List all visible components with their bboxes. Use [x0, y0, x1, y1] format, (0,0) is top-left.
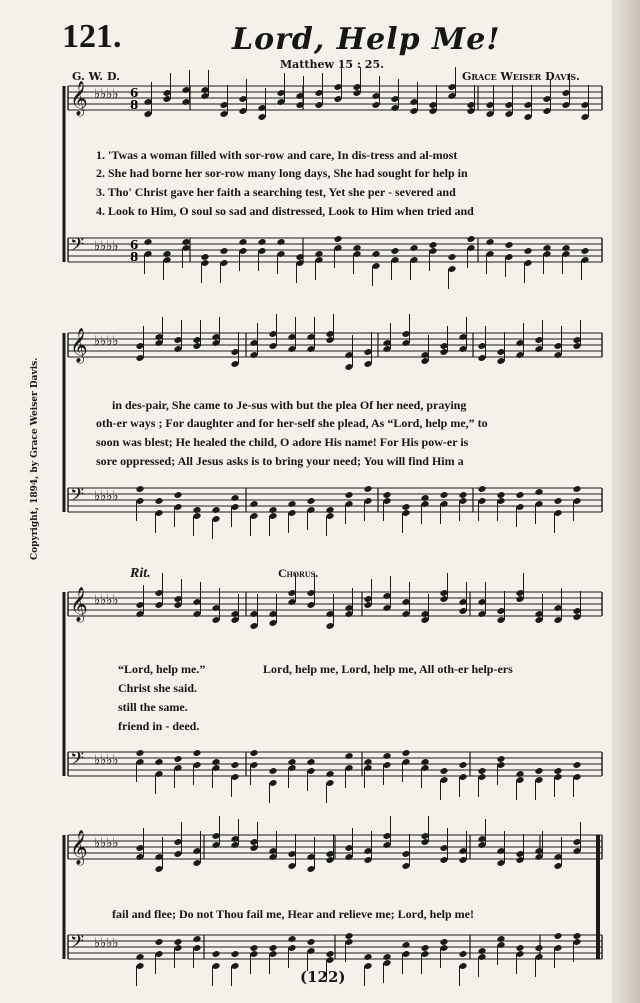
- note-head: [485, 238, 494, 246]
- note-head: [268, 506, 277, 514]
- key-signature-flats-icon: ♭♭♭♭: [94, 334, 119, 349]
- note-head: [447, 253, 456, 261]
- tune-initials: G. W. D.: [72, 70, 120, 83]
- note-head: [382, 752, 391, 760]
- verse-2-line-2: oth-er ways ; For daughter and for her-self she plead, As “Lord, help me,” to: [96, 416, 488, 430]
- verse-1-line-3: “Lord, help me.”: [118, 662, 206, 676]
- note-head: [135, 749, 144, 757]
- note-head: [496, 755, 505, 763]
- time-signature-top: 6: [130, 86, 139, 100]
- note-head: [192, 749, 201, 757]
- note-head: [211, 506, 220, 514]
- note-head: [401, 503, 410, 511]
- verse-4-line-2: sore oppressed; All Jesus asks is to bring your need; You will find Him a: [96, 454, 464, 468]
- note-head: [219, 247, 228, 255]
- note-head: [173, 491, 182, 499]
- verse-4-line-1: 4. Look to Him, O soul so sad and distressed, Look to Him when tried and: [96, 204, 474, 218]
- note-head: [534, 944, 543, 952]
- note-head: [534, 488, 543, 496]
- note-head: [542, 244, 551, 252]
- note-head: [363, 953, 372, 961]
- note-head: [496, 935, 505, 943]
- verse-1-line-2: in des-pair, She came to Je-sus with but the plea Of her need, praying: [112, 398, 467, 412]
- note-head: [523, 247, 532, 255]
- note-head: [439, 767, 448, 775]
- treble-clef-icon: 𝄞: [70, 830, 88, 865]
- composer-credit: Grace Weiser Davis.: [462, 70, 580, 83]
- note-head: [211, 758, 220, 766]
- note-head: [230, 950, 239, 958]
- note-head: [363, 758, 372, 766]
- note-head: [287, 500, 296, 508]
- note-head: [352, 244, 361, 252]
- note-head: [287, 935, 296, 943]
- note-head: [496, 491, 505, 499]
- note-head: [439, 491, 448, 499]
- page-number: (122): [300, 968, 346, 986]
- note-head: [363, 485, 372, 493]
- ritardando-marking: Rit.: [130, 566, 151, 581]
- note-head: [401, 941, 410, 949]
- note-head: [401, 749, 410, 757]
- note-head: [561, 244, 570, 252]
- note-head: [553, 932, 562, 940]
- note-head: [477, 485, 486, 493]
- note-head: [143, 238, 152, 246]
- verse-3-line-1: 3. Tho' Christ gave her faith a searching test, Yet she per - severed and: [96, 185, 456, 199]
- note-head: [306, 758, 315, 766]
- note-head: [154, 938, 163, 946]
- note-head: [154, 758, 163, 766]
- note-head: [477, 767, 486, 775]
- note-head: [249, 500, 258, 508]
- bass-clef-icon: 𝄢: [70, 749, 85, 774]
- note-head: [572, 485, 581, 493]
- note-head: [249, 944, 258, 952]
- note-head: [572, 761, 581, 769]
- note-head: [249, 749, 258, 757]
- note-head: [420, 944, 429, 952]
- note-head: [572, 932, 581, 940]
- key-signature-flats-icon: ♭♭♭♭: [94, 753, 119, 768]
- note-head: [458, 950, 467, 958]
- note-head: [257, 238, 266, 246]
- note-head: [154, 497, 163, 505]
- note-head: [580, 247, 589, 255]
- note-head: [382, 491, 391, 499]
- note-head: [287, 758, 296, 766]
- chorus-line-2: fail and flee; Do not Thou fail me, Hear and relieve me; Lord, help me!: [112, 907, 474, 921]
- note-head: [382, 953, 391, 961]
- note-head: [314, 250, 323, 258]
- note-head: [238, 238, 247, 246]
- note-head: [458, 491, 467, 499]
- note-head: [477, 947, 486, 955]
- note-head: [458, 761, 467, 769]
- note-head: [181, 238, 190, 246]
- note-head: [325, 950, 334, 958]
- bass-clef-icon: 𝄢: [70, 485, 85, 510]
- note-head: [534, 767, 543, 775]
- note-head: [420, 758, 429, 766]
- verse-2-line-1: 2. She had borne her sor-row many long days, She had sought for help in: [96, 166, 468, 180]
- treble-clef-icon: 𝄞: [70, 328, 88, 363]
- note-head: [515, 944, 524, 952]
- time-signature-bottom: 8: [130, 98, 139, 112]
- note-head: [162, 250, 171, 258]
- note-head: [553, 497, 562, 505]
- verse-3-line-2: soon was blest; He healed the child, O adore His name! For His pow-er is: [96, 435, 469, 449]
- note-head: [325, 770, 334, 778]
- hymn-title: Lord, Help Me!: [232, 22, 501, 57]
- note-head: [173, 938, 182, 946]
- note-head: [200, 253, 209, 261]
- note-head: [173, 755, 182, 763]
- key-signature-flats-icon: ♭♭♭♭: [94, 593, 119, 608]
- note-head: [553, 767, 562, 775]
- note-head: [371, 250, 380, 258]
- note-head: [211, 950, 220, 958]
- note-head: [230, 761, 239, 769]
- key-signature-flats-icon: ♭♭♭♭: [94, 239, 119, 254]
- copyright-notice: Copyright, 1894, by Grace Weiser Davis.: [30, 357, 40, 560]
- verse-3-line-3: still the same.: [118, 700, 188, 714]
- note-head: [192, 506, 201, 514]
- note-head: [268, 944, 277, 952]
- note-head: [439, 938, 448, 946]
- note-head: [409, 244, 418, 252]
- key-signature-flats-icon: ♭♭♭♭: [94, 489, 119, 504]
- note-head: [420, 494, 429, 502]
- time-signature-bottom: 8: [130, 250, 139, 264]
- verse-2-line-3: Christ she said.: [118, 681, 198, 695]
- note-head: [268, 767, 277, 775]
- hymn-number: 121.: [62, 18, 122, 55]
- note-head: [428, 241, 437, 249]
- key-signature-flats-icon: ♭♭♭♭: [94, 936, 119, 951]
- note-head: [192, 935, 201, 943]
- note-head: [135, 485, 144, 493]
- note-head: [344, 752, 353, 760]
- note-head: [515, 770, 524, 778]
- time-signature-top: 6: [130, 238, 139, 252]
- bass-clef-icon: 𝄢: [70, 932, 85, 957]
- note-head: [504, 241, 513, 249]
- note-head: [344, 491, 353, 499]
- note-head: [390, 247, 399, 255]
- note-head: [306, 497, 315, 505]
- note-head: [515, 491, 524, 499]
- note-head: [325, 506, 334, 514]
- note-head: [276, 238, 285, 246]
- key-signature-flats-icon: ♭♭♭♭: [94, 836, 119, 851]
- bass-clef-icon: 𝄢: [70, 235, 85, 260]
- chorus-marking: Chorus.: [278, 566, 319, 580]
- treble-clef-icon: 𝄞: [70, 81, 88, 116]
- verse-4-line-3: friend in - deed.: [118, 719, 200, 733]
- note-head: [306, 938, 315, 946]
- verse-1-line-1: 1. 'Twas a woman filled with sor-row and care, In dis-tress and al-most: [96, 148, 458, 162]
- scripture-reference: Matthew 15 : 25.: [280, 58, 384, 71]
- key-signature-flats-icon: ♭♭♭♭: [94, 87, 119, 102]
- note-head: [466, 235, 475, 243]
- note-head: [333, 235, 342, 243]
- note-head: [135, 953, 144, 961]
- chorus-line-1: Lord, help me, Lord, help me, All oth-er help-ers: [263, 662, 513, 676]
- treble-clef-icon: 𝄞: [70, 587, 88, 622]
- note-head: [230, 494, 239, 502]
- note-head: [344, 932, 353, 940]
